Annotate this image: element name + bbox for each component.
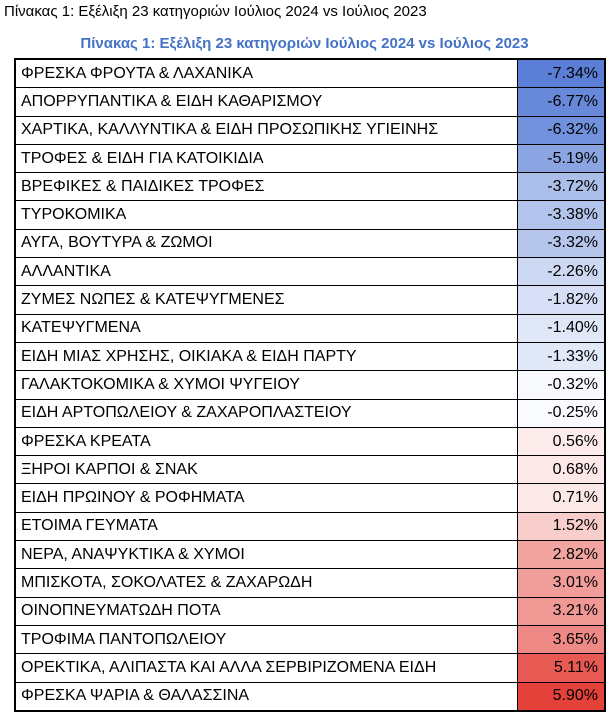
table-row <box>15 597 605 625</box>
table-row <box>15 201 605 229</box>
category-cell: ΓΑΛΑΚΤΟΚΟΜΙΚΑ & ΧΥΜΟΙ ΨΥΓΕΙΟΥ <box>15 371 518 399</box>
change-cell: 1.52% <box>518 512 606 540</box>
category-cell: ΟΡΕΚΤΙΚΑ, ΑΛΙΠΑΣΤΑ ΚΑΙ ΑΛΛΑ ΣΕΡΒΙΡΙΖΟΜΕΝΑ ΕΙΔΗ <box>15 654 518 682</box>
table-row <box>15 625 605 653</box>
change-cell: 5.90% <box>518 682 606 711</box>
table-row <box>15 314 605 342</box>
change-cell: -2.26% <box>518 258 606 286</box>
category-cell: ΟΙΝΟΠΝΕΥΜΑΤΩΔΗ ΠΟΤΑ <box>15 597 518 625</box>
category-cell: ΧΑΡΤΙΚΑ, ΚΑΛΛΥΝΤΙΚΑ & ΕΙΔΗ ΠΡΟΣΩΠΙΚΗΣ ΥΓΙΕΙΝΗΣ <box>15 116 518 144</box>
table-body <box>15 59 605 711</box>
change-cell: -3.32% <box>518 229 606 257</box>
category-cell: ΝΕΡΑ, ΑΝΑΨΥΚΤΙΚΑ & ΧΥΜΟΙ <box>15 541 518 569</box>
category-cell: ΑΠΟΡΡΥΠΑΝΤΙΚΑ & ΕΙΔΗ ΚΑΘΑΡΙΣΜΟΥ <box>15 88 518 116</box>
change-cell: -1.82% <box>518 286 606 314</box>
change-cell: 3.21% <box>518 597 606 625</box>
table-row <box>15 654 605 682</box>
category-cell: ΒΡΕΦΙΚΕΣ & ΠΑΙΔΙΚΕΣ ΤΡΟΦΕΣ <box>15 173 518 201</box>
change-cell: -3.72% <box>518 173 606 201</box>
change-cell: -3.38% <box>518 201 606 229</box>
change-cell: -6.77% <box>518 88 606 116</box>
table-row <box>15 682 605 711</box>
table-row <box>15 427 605 455</box>
change-cell: -0.32% <box>518 371 606 399</box>
change-cell: -0.25% <box>518 399 606 427</box>
table-row <box>15 484 605 512</box>
table-row <box>15 173 605 201</box>
change-cell: 0.56% <box>518 427 606 455</box>
table-row <box>15 456 605 484</box>
category-cell: ΦΡΕΣΚΑ ΚΡΕΑΤΑ <box>15 427 518 455</box>
change-cell: 0.71% <box>518 484 606 512</box>
change-cell: -1.33% <box>518 342 606 370</box>
change-cell: -1.40% <box>518 314 606 342</box>
table-row <box>15 371 605 399</box>
table-row <box>15 144 605 172</box>
table-row <box>15 512 605 540</box>
category-cell: ΦΡΕΣΚΑ ΨΑΡΙΑ & ΘΑΛΑΣΣΙΝΑ <box>15 682 518 711</box>
table-row <box>15 569 605 597</box>
category-cell: ΑΥΓΑ, ΒΟΥΤΥΡΑ & ΖΩΜΟΙ <box>15 229 518 257</box>
table-row <box>15 229 605 257</box>
table-row <box>15 116 605 144</box>
table-row <box>15 286 605 314</box>
table-row <box>15 258 605 286</box>
category-cell: ΕΙΔΗ ΑΡΤΟΠΩΛΕΙΟΥ & ΖΑΧΑΡΟΠΛΑΣΤΕΙΟΥ <box>15 399 518 427</box>
category-cell: ΖΥΜΕΣ ΝΩΠΕΣ & ΚΑΤΕΨΥΓΜΕΝΕΣ <box>15 286 518 314</box>
category-cell: ΑΛΛΑΝΤΙΚΑ <box>15 258 518 286</box>
category-cell: ΚΑΤΕΨΥΓΜΕΝΑ <box>15 314 518 342</box>
table-row <box>15 88 605 116</box>
change-cell: -5.19% <box>518 144 606 172</box>
category-cell: ΕΙΔΗ ΠΡΩΙΝΟΥ & ΡΟΦΗΜΑΤΑ <box>15 484 518 512</box>
category-cell: ΞΗΡΟΙ ΚΑΡΠΟΙ & ΣΝΑΚ <box>15 456 518 484</box>
change-cell: -7.34% <box>518 59 606 88</box>
category-cell: ΤΡΟΦΙΜΑ ΠΑΝΤΟΠΩΛΕΙΟΥ <box>15 625 518 653</box>
category-cell: ΤΡΟΦΕΣ & ΕΙΔΗ ΓΙΑ ΚΑΤΟΙΚΙΔΙΑ <box>15 144 518 172</box>
category-cell: ΕΙΔΗ ΜΙΑΣ ΧΡΗΣΗΣ, ΟΙΚΙΑΚΑ & ΕΙΔΗ ΠΑΡΤΥ <box>15 342 518 370</box>
change-cell: 3.01% <box>518 569 606 597</box>
table-row <box>15 541 605 569</box>
change-cell: 5.11% <box>518 654 606 682</box>
document-title: Πίνακας 1: Εξέλιξη 23 κατηγοριών Ιούλιος 2024 vs Ιούλιος 2023 <box>4 3 427 20</box>
table-row <box>15 399 605 427</box>
change-cell: 0.68% <box>518 456 606 484</box>
table-row <box>15 59 605 88</box>
category-cell: ΕΤΟΙΜΑ ΓΕΥΜΑΤΑ <box>15 512 518 540</box>
change-cell: -6.32% <box>518 116 606 144</box>
category-cell: ΜΠΙΣΚΟΤΑ, ΣΟΚΟΛΑΤΕΣ & ΖΑΧΑΡΩΔΗ <box>15 569 518 597</box>
change-cell: 3.65% <box>518 625 606 653</box>
change-cell: 2.82% <box>518 541 606 569</box>
category-cell: ΦΡΕΣΚΑ ΦΡΟΥΤΑ & ΛΑΧΑΝΙΚΑ <box>15 59 518 88</box>
table-row <box>15 342 605 370</box>
category-change-table <box>14 58 606 712</box>
category-cell: ΤΥΡΟΚΟΜΙΚΑ <box>15 201 518 229</box>
table-caption: Πίνακας 1: Εξέλιξη 23 κατηγοριών Ιούλιος 2024 vs Ιούλιος 2023 <box>80 35 529 52</box>
